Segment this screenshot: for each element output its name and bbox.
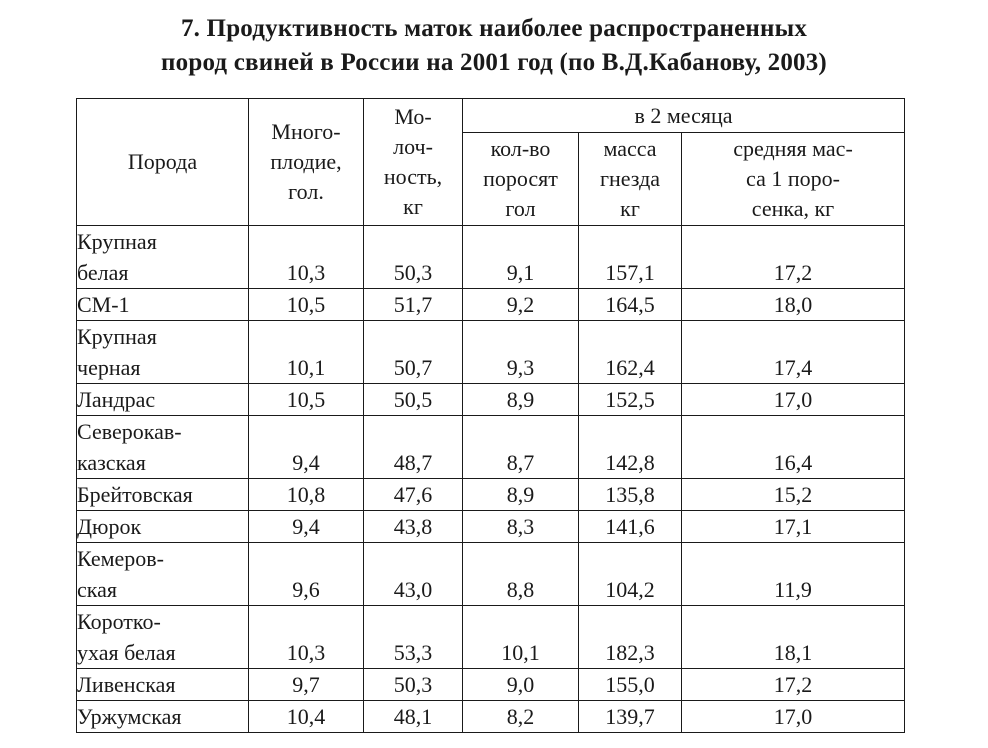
breed-name: Дюрок (77, 514, 142, 539)
breed-name: СМ-1 (77, 292, 130, 317)
nest-mass-cell: 139,7 (579, 701, 682, 733)
breed-name: Северокав- казская (77, 419, 182, 475)
breed-cell (77, 606, 249, 669)
avg-mass-cell: 15,2 (682, 479, 905, 511)
fertility-cell: 10,5 (249, 384, 364, 416)
header-group-2-months: в 2 месяца (463, 99, 905, 133)
header-breed: Порода (77, 99, 249, 226)
fertility-cell: 10,3 (249, 226, 364, 289)
breed-cell (77, 701, 249, 733)
milkiness-cell: 50,7 (364, 321, 463, 384)
header-nest-mass: масса гнезда кг (579, 133, 682, 226)
nest-mass-cell: 155,0 (579, 669, 682, 701)
table-row (77, 416, 905, 479)
table-caption (0, 12, 988, 80)
avg-mass-cell: 18,1 (682, 606, 905, 669)
breed-name: Коротко- ухая белая (77, 609, 176, 665)
milkiness-cell: 50,5 (364, 384, 463, 416)
breed-cell (77, 226, 249, 289)
piglets-cell: 8,2 (463, 701, 579, 733)
milkiness-cell: 48,7 (364, 416, 463, 479)
breed-name: Ливенская (77, 672, 176, 697)
breed-name: Крупная белая (77, 229, 157, 285)
piglets-cell: 8,9 (463, 479, 579, 511)
breed-cell (77, 543, 249, 606)
avg-mass-cell: 16,4 (682, 416, 905, 479)
fertility-cell: 10,1 (249, 321, 364, 384)
fertility-cell: 9,7 (249, 669, 364, 701)
milkiness-cell: 51,7 (364, 289, 463, 321)
milkiness-cell: 43,0 (364, 543, 463, 606)
fertility-cell: 10,8 (249, 479, 364, 511)
table-body (77, 226, 905, 733)
header-milkiness: Мо- лоч- ность, кг (364, 99, 463, 226)
header-fertility: Много- плодие, гол. (249, 99, 364, 226)
nest-mass-cell: 142,8 (579, 416, 682, 479)
avg-mass-cell: 17,0 (682, 384, 905, 416)
milkiness-cell: 43,8 (364, 511, 463, 543)
table-row (77, 701, 905, 733)
fertility-cell: 9,6 (249, 543, 364, 606)
avg-mass-cell: 17,4 (682, 321, 905, 384)
breed-cell (77, 511, 249, 543)
breed-cell (77, 384, 249, 416)
table-row (77, 384, 905, 416)
breed-cell (77, 321, 249, 384)
milkiness-cell: 47,6 (364, 479, 463, 511)
avg-mass-cell: 17,2 (682, 226, 905, 289)
avg-mass-cell: 17,0 (682, 701, 905, 733)
milkiness-cell: 50,3 (364, 669, 463, 701)
nest-mass-cell: 141,6 (579, 511, 682, 543)
nest-mass-cell: 157,1 (579, 226, 682, 289)
avg-mass-cell: 11,9 (682, 543, 905, 606)
caption-line-1: 7. Продуктивность маток наиболее распространенных (180, 15, 808, 42)
piglets-cell: 9,2 (463, 289, 579, 321)
header-piglets-count: кол-во поросят гол (463, 133, 579, 226)
nest-mass-cell: 164,5 (579, 289, 682, 321)
breed-name: Кемеров- ская (77, 546, 165, 602)
fertility-cell: 9,4 (249, 511, 364, 543)
table-row (77, 226, 905, 289)
milkiness-cell: 48,1 (364, 701, 463, 733)
table-row (77, 479, 905, 511)
piglets-cell: 8,7 (463, 416, 579, 479)
fertility-cell: 10,5 (249, 289, 364, 321)
avg-mass-cell: 17,2 (682, 669, 905, 701)
breed-name: Уржумская (77, 704, 182, 729)
fertility-cell: 10,3 (249, 606, 364, 669)
breed-name: Брейтовская (77, 482, 193, 507)
nest-mass-cell: 182,3 (579, 606, 682, 669)
nest-mass-cell: 152,5 (579, 384, 682, 416)
header-avg-piglet-mass: средняя мас- са 1 поро- сенка, кг (682, 133, 905, 226)
piglets-cell: 8,9 (463, 384, 579, 416)
piglets-cell: 8,8 (463, 543, 579, 606)
nest-mass-cell: 104,2 (579, 543, 682, 606)
piglets-cell: 10,1 (463, 606, 579, 669)
piglets-cell: 8,3 (463, 511, 579, 543)
breed-name: Крупная черная (77, 324, 157, 380)
table-row (77, 511, 905, 543)
milkiness-cell: 50,3 (364, 226, 463, 289)
table-row (77, 606, 905, 669)
caption-line-2: пород свиней в России на 2001 год (по В.Д.Кабанову, 2003) (161, 49, 827, 76)
table-row (77, 543, 905, 606)
nest-mass-cell: 135,8 (579, 479, 682, 511)
piglets-cell: 9,1 (463, 226, 579, 289)
breed-cell (77, 416, 249, 479)
table-row (77, 289, 905, 321)
avg-mass-cell: 18,0 (682, 289, 905, 321)
table-header (77, 99, 905, 226)
breed-cell (77, 479, 249, 511)
piglets-cell: 9,0 (463, 669, 579, 701)
nest-mass-cell: 162,4 (579, 321, 682, 384)
breed-name: Ландрас (77, 387, 156, 412)
breed-productivity-table (76, 98, 905, 733)
avg-mass-cell: 17,1 (682, 511, 905, 543)
breed-cell (77, 289, 249, 321)
table-row (77, 321, 905, 384)
breed-cell (77, 669, 249, 701)
piglets-cell: 9,3 (463, 321, 579, 384)
table-row (77, 669, 905, 701)
fertility-cell: 9,4 (249, 416, 364, 479)
milkiness-cell: 53,3 (364, 606, 463, 669)
fertility-cell: 10,4 (249, 701, 364, 733)
